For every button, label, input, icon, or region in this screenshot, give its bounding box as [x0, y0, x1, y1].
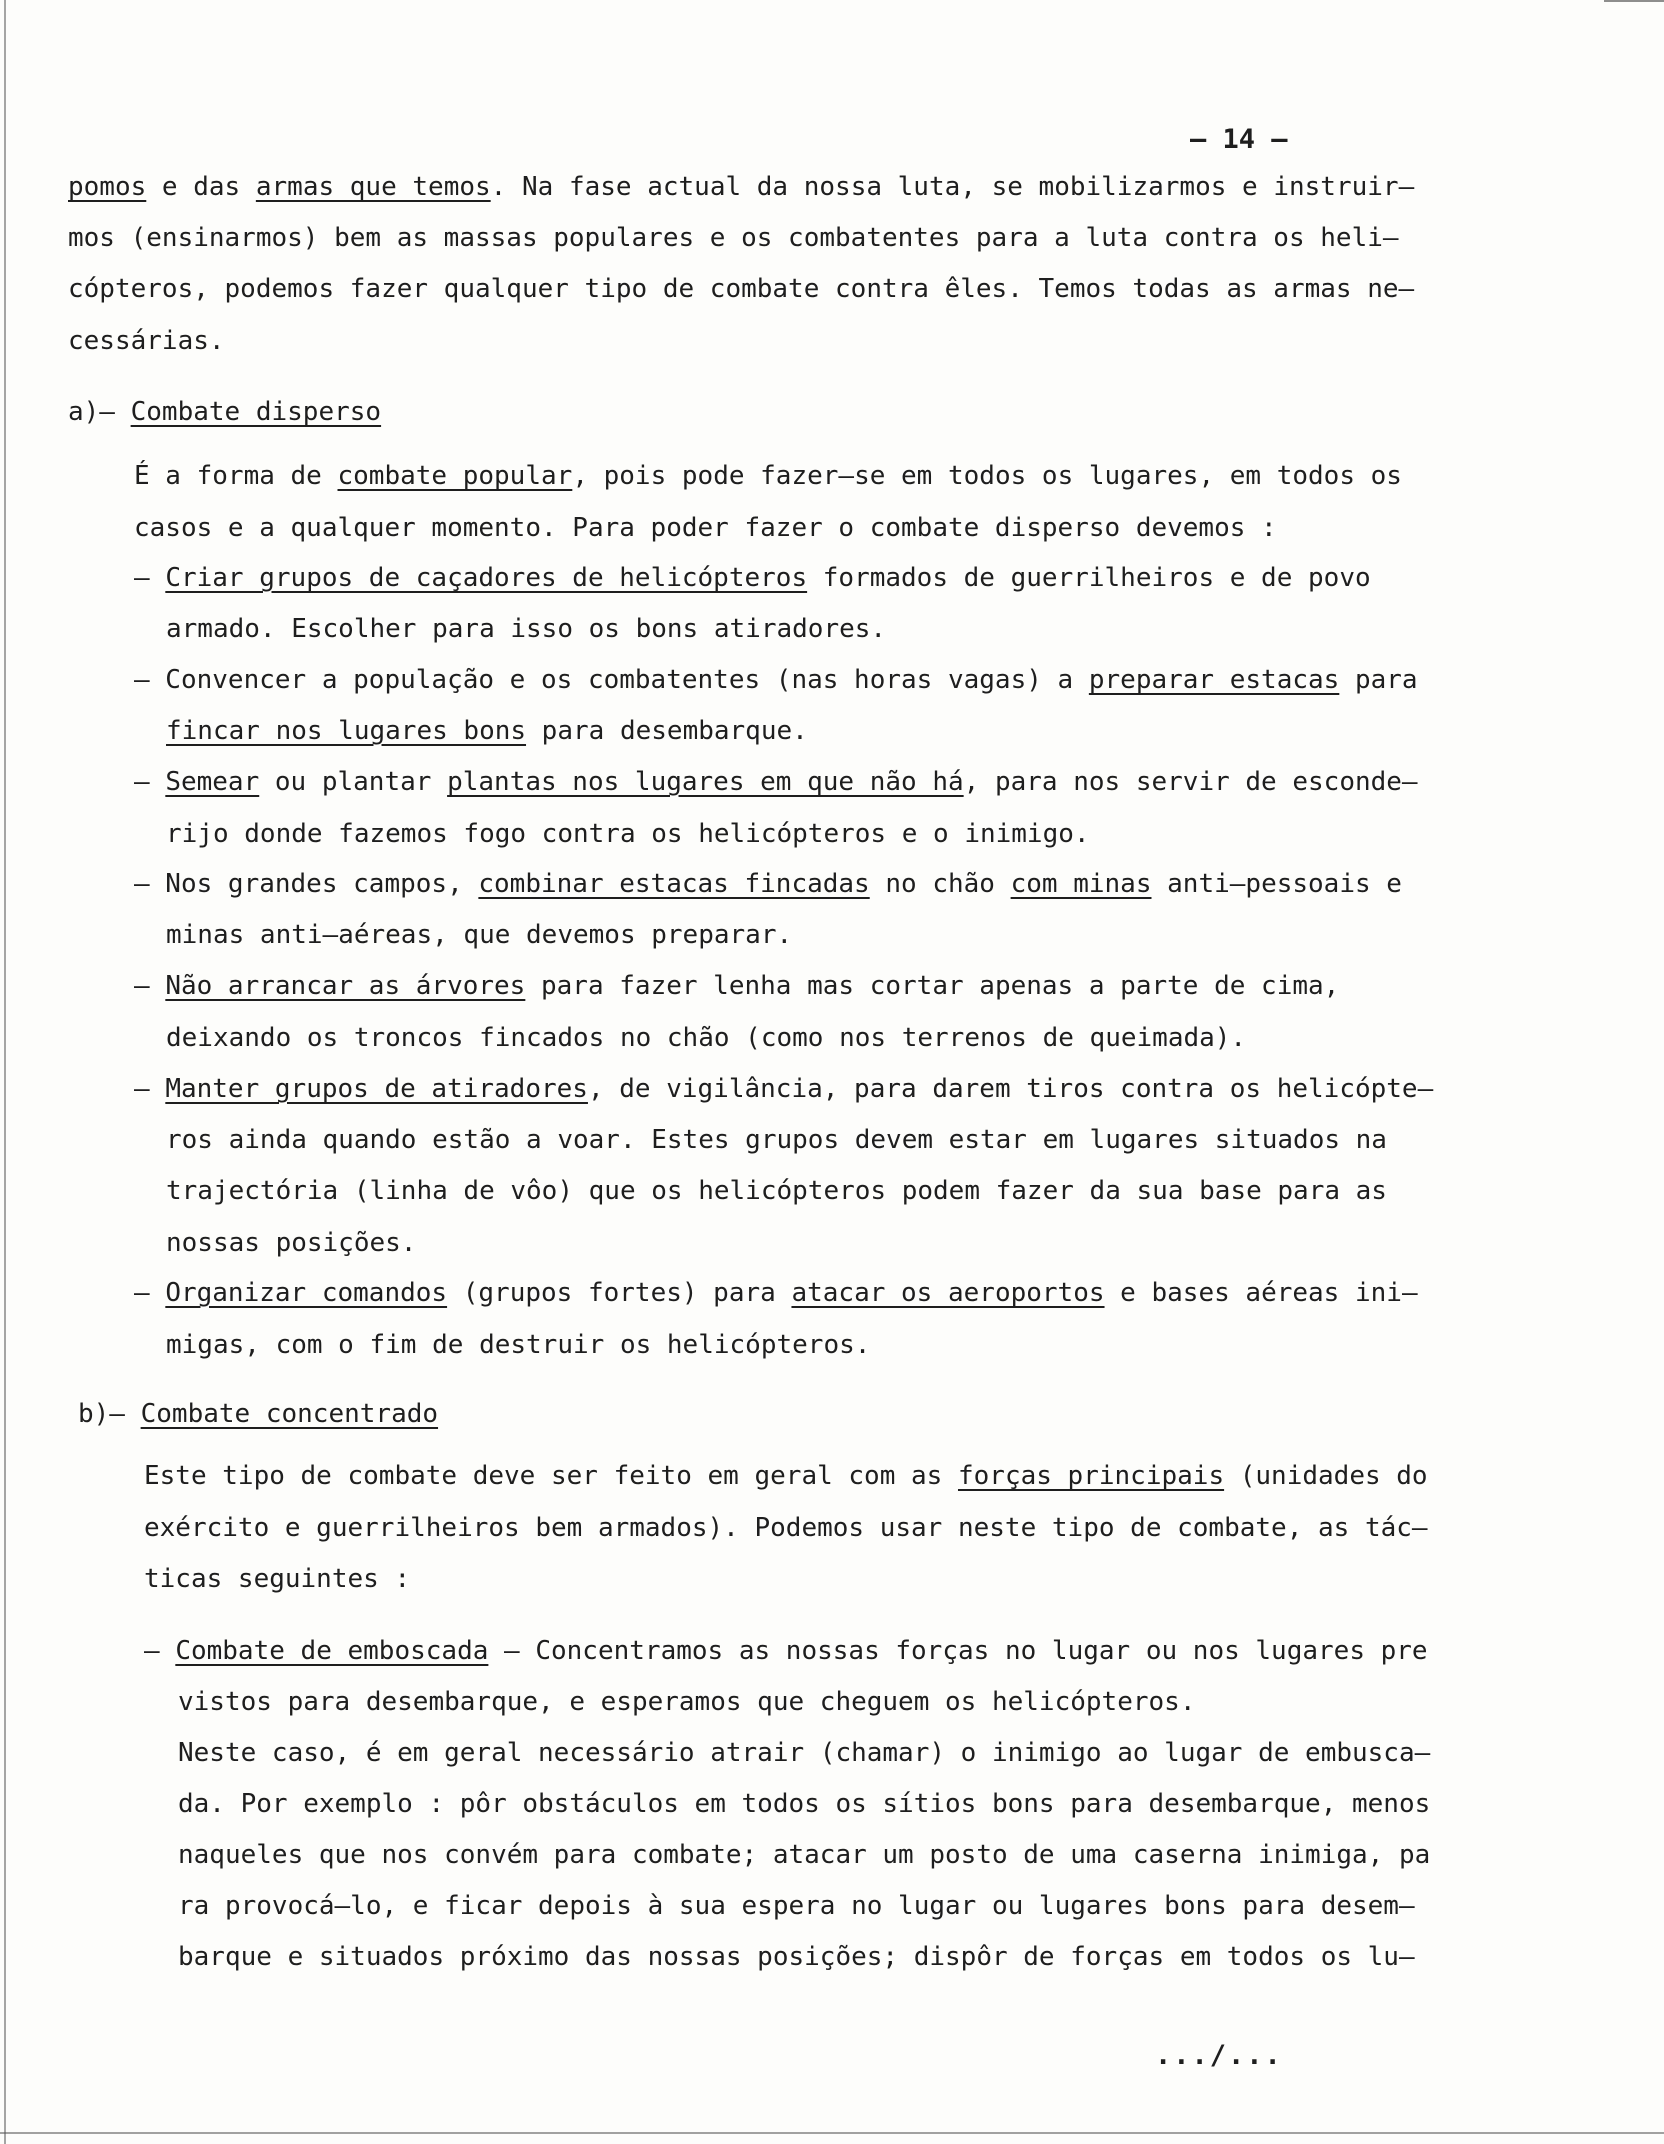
text-line	[68, 272, 1414, 306]
text-run: Este tipo de combate deve ser feito em geral com as	[144, 1461, 958, 1491]
underlined-phrase: plantas nos lugares em que não há	[447, 767, 964, 797]
text-run: , para nos servir de esconde–	[963, 767, 1418, 797]
text-line	[144, 1562, 410, 1596]
text-line	[178, 1685, 1195, 1719]
text-line	[166, 1226, 416, 1260]
page-edge-bottom	[0, 2132, 1664, 2134]
text-line	[166, 714, 808, 748]
text-run: –	[134, 767, 166, 797]
text-run: – Nos grandes campos,	[134, 869, 479, 899]
text-line	[144, 1511, 1428, 1545]
text-line	[134, 1276, 1418, 1310]
text-line	[144, 1634, 1428, 1668]
text-line	[134, 765, 1418, 799]
text-run: – Concentramos as nossas forças no lugar ou nos lugares pre	[488, 1636, 1428, 1666]
text-run: –	[134, 1278, 166, 1308]
text-run: , de vigilância, para darem tiros contra os helicópte–	[587, 1074, 1434, 1104]
underlined-phrase: Organizar comandos	[165, 1278, 448, 1308]
page-edge-left	[4, 0, 6, 2144]
text-run: cópteros, podemos fazer qualquer tipo de combate contra êles. Temos todas as armas ne–	[68, 274, 1415, 304]
text-line	[68, 221, 1399, 255]
text-line	[68, 170, 1414, 204]
text-line	[134, 867, 1402, 901]
text-run: minas anti–aéreas, que devemos preparar.	[166, 920, 793, 950]
text-run: – Convencer a população e os combatentes (nas horas vagas) a	[134, 665, 1089, 695]
text-line	[134, 663, 1418, 697]
text-line	[166, 1021, 1246, 1055]
text-line	[68, 395, 381, 429]
text-run: para fazer lenha mas cortar apenas a parte de cima,	[525, 971, 1340, 1001]
underlined-phrase: armas que temos	[255, 172, 491, 202]
text-run: (grupos fortes) para	[447, 1278, 792, 1308]
underlined-phrase: Criar grupos de caçadores de helicópteros	[165, 563, 808, 593]
text-line	[166, 612, 886, 646]
text-run: rijo donde fazemos fogo contra os helicópteros e o inimigo.	[166, 819, 1090, 849]
text-run: da. Por exemplo : pôr obstáculos em todos os sítios bons para desembarque, menos	[178, 1789, 1431, 1819]
text-run: e das	[146, 172, 256, 202]
text-run: e bases aéreas ini–	[1104, 1278, 1418, 1308]
text-run: –	[134, 563, 166, 593]
text-run: Neste caso, é em geral necessário atrair (chamar) o inimigo ao lugar de embusca–	[178, 1738, 1431, 1768]
text-line	[134, 459, 1402, 493]
text-run: anti–pessoais e	[1151, 869, 1402, 899]
text-run: no chão	[869, 869, 1011, 899]
text-line	[144, 1459, 1428, 1493]
underlined-phrase: forças principais	[957, 1461, 1225, 1491]
underlined-phrase: fincar nos lugares bons	[166, 716, 527, 746]
underlined-phrase: combinar estacas fincadas	[478, 869, 870, 899]
text-line	[166, 1328, 870, 1362]
text-line	[178, 1838, 1430, 1872]
underlined-phrase: Combate de emboscada	[175, 1636, 489, 1666]
text-run: . Na fase actual da nossa luta, se mobilizarmos e instruir–	[490, 172, 1415, 202]
text-run: (unidades do	[1224, 1461, 1428, 1491]
page-edge-top	[1604, 0, 1664, 2]
underlined-phrase: Não arrancar as árvores	[165, 971, 526, 1001]
underlined-phrase: atacar os aeroportos	[791, 1278, 1105, 1308]
continuation-mark: .../...	[1155, 2040, 1283, 2071]
text-line	[68, 324, 225, 358]
text-run: barque e situados próximo das nossas posições; dispôr de forças em todos os lu–	[178, 1942, 1415, 1972]
text-run: –	[144, 1636, 176, 1666]
text-line	[178, 1736, 1430, 1770]
text-run: trajectória (linha de vôo) que os helicópteros podem fazer da sua base para as	[166, 1176, 1387, 1206]
text-line	[166, 918, 792, 952]
text-line	[78, 1397, 438, 1431]
text-run: ra provocá–lo, e ficar depois à sua espera no lugar ou lugares bons para desem–	[178, 1891, 1415, 1921]
underlined-phrase: com minas	[1010, 869, 1152, 899]
text-run: deixando os troncos fincados no chão (como nos terrenos de queimada).	[166, 1023, 1247, 1053]
underlined-phrase: combate popular	[337, 461, 573, 491]
underlined-phrase: preparar estacas	[1088, 665, 1340, 695]
text-line	[134, 969, 1339, 1003]
underlined-phrase: Semear	[165, 767, 260, 797]
text-run: É a forma de	[134, 461, 338, 491]
text-run: migas, com o fim de destruir os helicópteros.	[166, 1330, 871, 1360]
text-line	[166, 1174, 1387, 1208]
text-run: vistos para desembarque, e esperamos que cheguem os helicópteros.	[178, 1687, 1196, 1717]
text-run: a)–	[68, 397, 131, 427]
text-line	[166, 1123, 1387, 1157]
text-line	[134, 561, 1371, 595]
text-run: b)–	[78, 1399, 141, 1429]
text-line	[178, 1787, 1430, 1821]
text-run: nossas posições.	[166, 1228, 417, 1258]
underlined-phrase: Combate concentrado	[140, 1399, 439, 1429]
text-line	[134, 1072, 1433, 1106]
text-run: , pois pode fazer–se em todos os lugares, em todos os	[572, 461, 1402, 491]
text-run: para desembarque.	[526, 716, 808, 746]
text-run: mos (ensinarmos) bem as massas populares e os combatentes para a luta contra os heli–	[68, 223, 1399, 253]
page-number: – 14 –	[1190, 124, 1288, 155]
text-run: armado. Escolher para isso os bons atiradores.	[166, 614, 887, 644]
underlined-phrase: Manter grupos de atiradores	[165, 1074, 588, 1104]
text-run: para	[1339, 665, 1418, 695]
text-run: exército e guerrilheiros bem armados). Podemos usar neste tipo de combate, as tác–	[144, 1513, 1428, 1543]
text-run: –	[134, 971, 166, 1001]
text-line	[134, 511, 1277, 545]
underlined-phrase: pomos	[68, 172, 147, 202]
underlined-phrase: Combate disperso	[130, 397, 382, 427]
text-line	[178, 1940, 1415, 1974]
text-run: formados de guerrilheiros e de povo	[807, 563, 1371, 593]
text-line	[166, 817, 1090, 851]
text-line	[178, 1889, 1415, 1923]
text-run: ros ainda quando estão a voar. Estes grupos devem estar em lugares situados na	[166, 1125, 1387, 1155]
text-run: ou plantar	[259, 767, 448, 797]
text-run: casos e a qualquer momento. Para poder fazer o combate disperso devemos :	[134, 513, 1277, 543]
text-run: cessárias.	[68, 326, 225, 356]
text-run: naqueles que nos convém para combate; atacar um posto de uma caserna inimiga, pa	[178, 1840, 1431, 1870]
text-run: ticas seguintes :	[144, 1564, 411, 1594]
text-run: –	[134, 1074, 166, 1104]
